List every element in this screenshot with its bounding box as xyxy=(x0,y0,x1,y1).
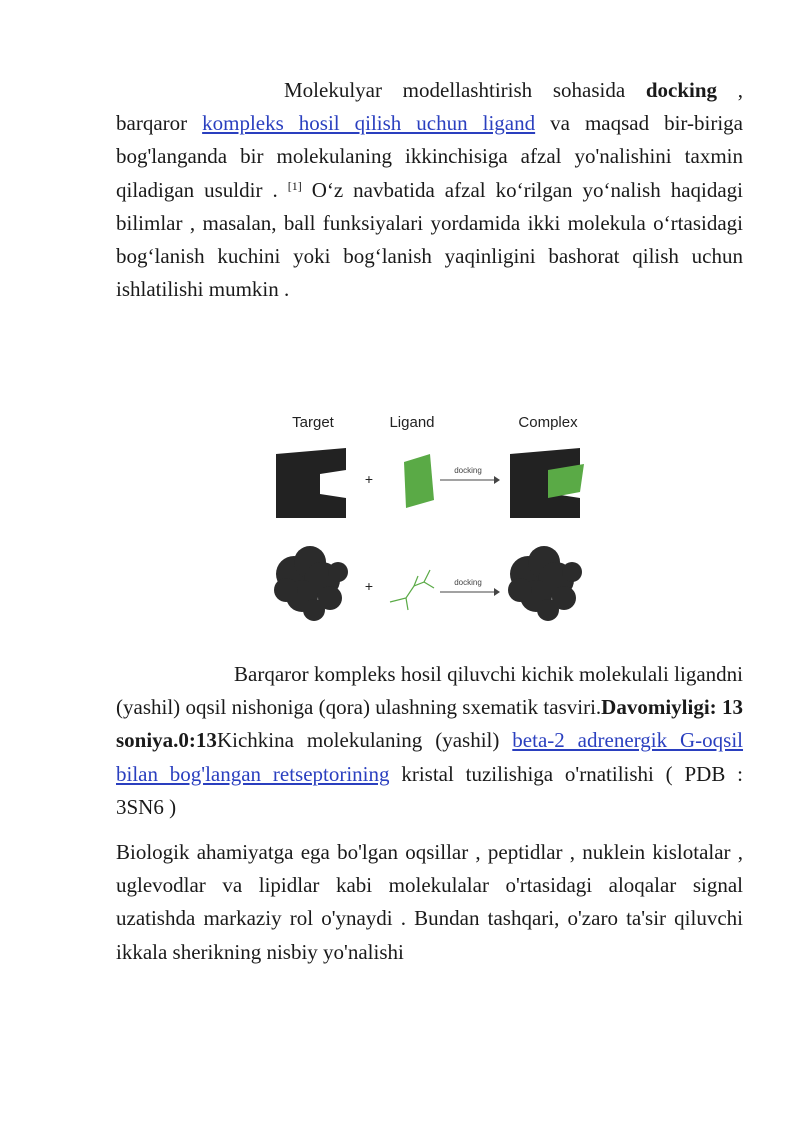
plus-sign-1: + xyxy=(364,471,374,487)
intro-text-2: , barqaror xyxy=(116,78,743,136)
caption-text-2: Kichkina molekulaning (yashil) xyxy=(216,728,513,753)
label-ligand: Ligand xyxy=(389,414,435,431)
plus-sign-2: + xyxy=(364,578,374,594)
caption-duration: Davomiyligi: 13 soniya.0:13 xyxy=(116,695,743,753)
intro-text-3: va maqsad bir-biriga bog'langanda bir molekulaning ikkinchisiga afzal yo'nalishini taxmin qiladigan usuldir . xyxy=(116,111,743,202)
label-complex: Complex xyxy=(518,414,578,431)
caption-text-3: kristal tuzilishiga o'rnatilishi ( PDB : 3SN6 ) xyxy=(116,761,743,819)
document-body xyxy=(116,74,743,306)
label-target: Target xyxy=(292,414,334,431)
small-molecule-shape xyxy=(390,570,434,610)
protein-complex-shape xyxy=(508,546,582,621)
link-complex-ligand[interactable]: kompleks hosil qilish uchun ligand xyxy=(202,111,536,136)
second-paragraph: Biologik ahamiyatga ega bo'lgan oqsillar , peptidlar , nuklein kislotalar , uglevodlar va lipidlar kabi molekulalar o'rtasidagi aloqalar signal uzatishda markaziy rol o'ynaydi . Bundan tashqari, o'zaro ta'sir qiluvchi ikkala sherikning nisbiy yo'nalishi xyxy=(116,840,743,964)
protein-shape xyxy=(274,546,348,621)
figure-caption xyxy=(116,658,743,824)
docking-arrow-1 xyxy=(440,476,500,484)
caption-text-1: Barqaror kompleks hosil qiluvchi kichik molekulali ligandni (yashil) oqsil nishoniga (qora) ulashning sxematik tasviri. xyxy=(116,662,743,720)
arrow-label-1: docking xyxy=(454,466,482,475)
intro-text-4: O‘z navbatida afzal ko‘rilgan yo‘nalish haqidagi bilimlar , masalan, ball funksiyalari yordamida ikki molekula o‘rtasidagi bog‘lanish kuchini yoki bog‘lanish yaqinligini bashorat qilish uchun ishlatilishi mumkin . xyxy=(116,177,744,302)
reference-1[interactable]: [1] xyxy=(287,178,302,193)
term-docking: docking xyxy=(645,78,718,102)
document-body-lower xyxy=(116,658,743,969)
ligand-shape xyxy=(404,454,434,508)
intro-text-1: Molekulyar modellashtirish sohasida xyxy=(284,78,646,102)
complex-shape xyxy=(510,448,584,518)
arrow-label-2: docking xyxy=(454,578,482,587)
docking-arrow-2 xyxy=(440,588,500,596)
target-shape xyxy=(276,448,346,518)
link-beta2-receptor[interactable]: beta-2 adrenergik G-oqsil bilan bog'langan retseptorining xyxy=(116,728,744,786)
docking-figure xyxy=(258,404,598,634)
intro-paragraph xyxy=(116,74,743,306)
